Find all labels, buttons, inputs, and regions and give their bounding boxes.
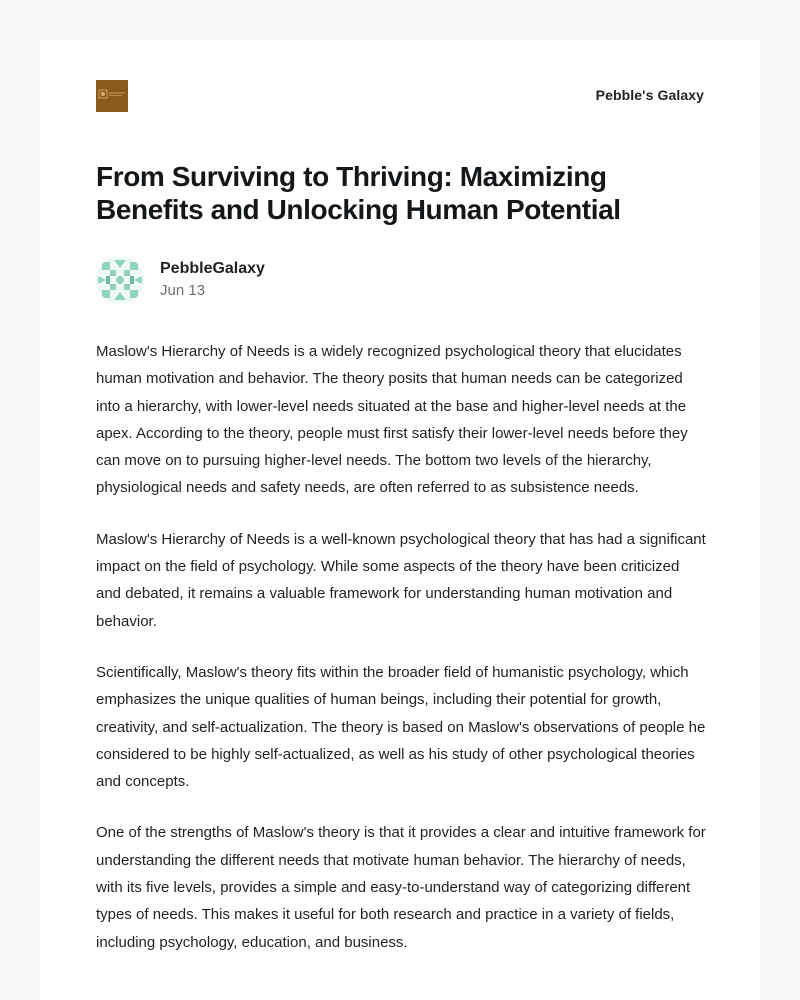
post-title: From Surviving to Thriving: Maximizing Benefits and Unlocking Human Potential <box>96 161 621 225</box>
post-card <box>40 40 760 1000</box>
author-avatar[interactable] <box>96 256 144 304</box>
post-byline <box>96 256 704 304</box>
publication-name[interactable]: Pebble's Galaxy <box>595 87 704 103</box>
body-paragraph: Scientifically, Maslow's theory fits within the broader field of humanistic psychology, which emphasizes the unique qualities of human beings, including their potential for growth, creativity, and self-actualization. The theory is based on Maslow's observations of people he considered to be highly self-actualized, as well as his study of other psychological theories and concepts. <box>96 663 706 791</box>
author-name[interactable]: PebbleGalaxy <box>160 260 265 277</box>
body-paragraph: Maslow's Hierarchy of Needs is a widely recognized psychological theory that elucidates human motivation and behavior. The theory posits that human needs can be categorized into a hierarchy, with lower-level needs situated at the base and higher-level needs at the apex. According to the theory, people must first satisfy their lower-level needs before they can move on to pursuing higher-level needs. The bottom two levels of the hierarchy, physiological needs and safety needs, are often referred to as subsistence needs. <box>96 343 688 497</box>
post-date: Jun 13 <box>160 282 206 299</box>
body-paragraph: Maslow's Hierarchy of Needs is a well-known psychological theory that has had a significant impact on the field of psychology. While some aspects of the theory have been criticized and debated, it remains a valuable framework for understanding human motivation and behavior. <box>96 530 706 630</box>
post-body <box>96 338 708 980</box>
publication-logo-icon[interactable] <box>96 80 128 112</box>
body-paragraph: One of the strengths of Maslow's theory is that it provides a clear and intuitive framework for understanding the different needs that motivate human behavior. The hierarchy of needs, with its five levels, provides a simple and easy-to-understand way of categorizing different types of needs. This makes it useful for both research and practice in a variety of fields, including psychology, education, and business. <box>96 824 706 951</box>
post-header <box>96 80 704 112</box>
